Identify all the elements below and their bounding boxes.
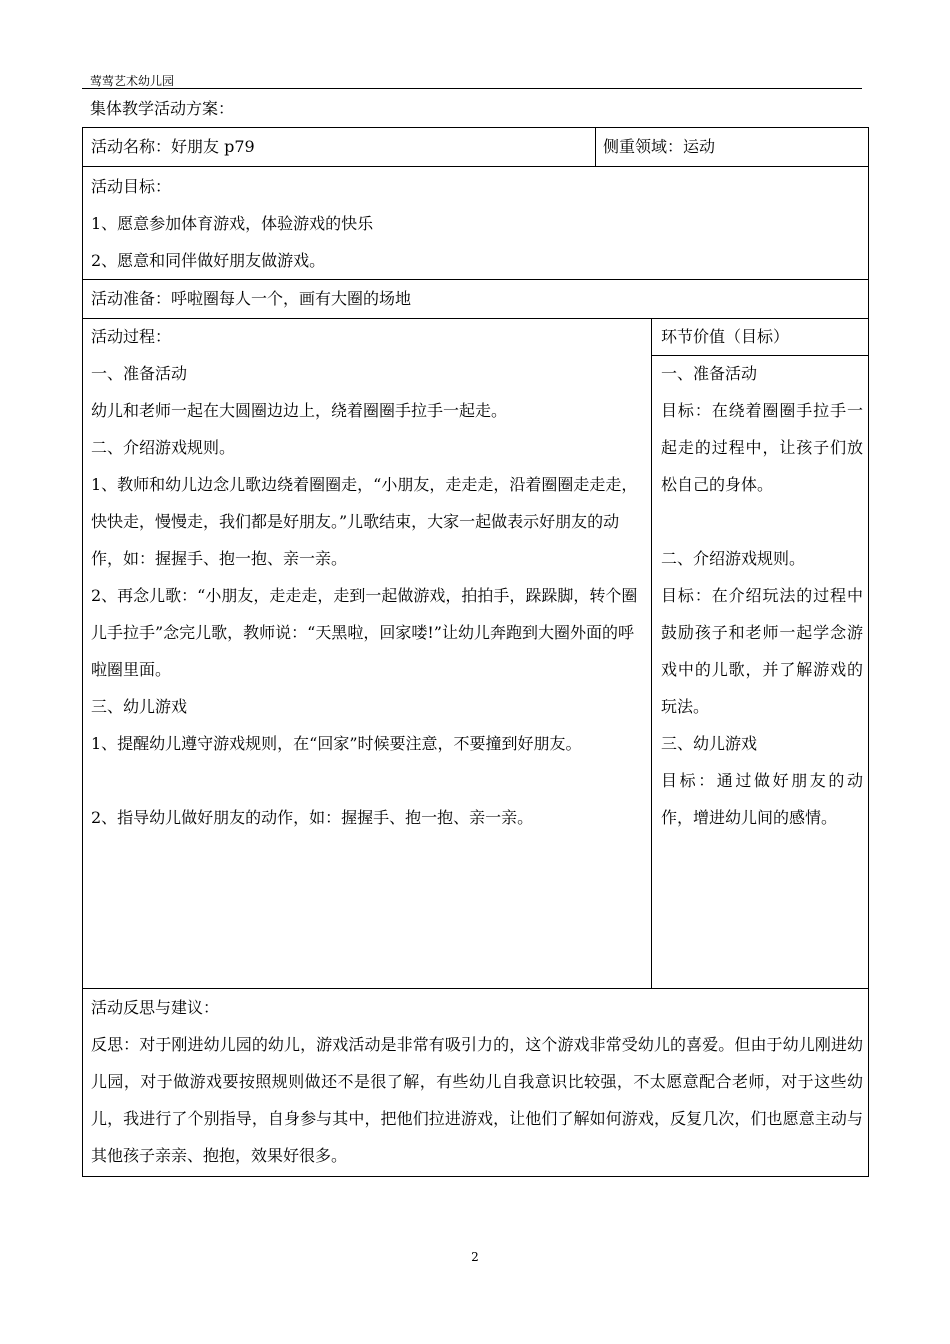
process-step: 2、再念儿歌：“小朋友，走走走，走到一起做游戏，拍拍手，跺跺脚，转个圈儿手拉手”念完儿歌，教师说：“天黑啦，回家喽!”让幼儿奔跑到大圈外面的呼啦圈里面。 [91, 586, 638, 679]
activity-domain: 侧重领域：运动 [603, 137, 716, 156]
process-step: 二、介绍游戏规则。 [91, 438, 236, 457]
value-goal: 目标：在介绍玩法的过程中鼓励孩子和老师一起学念游戏中的儿歌，并了解游戏的玩法。 [661, 586, 863, 716]
goal-item: 1、愿意参加体育游戏，体验游戏的快乐 [91, 214, 374, 233]
value-goal: 目标：在绕着圈圈手拉手一起走的过程中，让孩子们放松自己的身体。 [661, 401, 863, 494]
kindergarten-name: 莺莺艺术幼儿园 [90, 74, 175, 88]
page-number: 2 [471, 1250, 479, 1264]
value-section: 一、准备活动 [661, 364, 758, 383]
value-goal: 目标：通过做好朋友的动作，增进幼儿间的感情。 [661, 771, 863, 827]
preparation: 活动准备：呼啦圈每人一个，画有大圈的场地 [91, 289, 412, 308]
activity-plan-table [82, 127, 869, 1177]
header-divider [82, 88, 862, 89]
reflection-heading: 活动反思与建议： [91, 998, 220, 1017]
value-heading: 环节价值（目标） [661, 327, 790, 346]
activity-name: 活动名称：好朋友 p79 [91, 137, 255, 156]
value-section: 二、介绍游戏规则。 [661, 549, 806, 568]
goals-heading: 活动目标： [91, 177, 172, 196]
process-step: 幼儿和老师一起在大圆圈边边上，绕着圈圈手拉手一起走。 [91, 401, 508, 420]
process-heading: 活动过程： [91, 327, 172, 346]
column-divider [651, 318, 652, 988]
process-step: 一、准备活动 [91, 364, 188, 383]
process-step: 三、幼儿游戏 [91, 697, 188, 716]
column-divider [595, 128, 596, 166]
reflection-text: 反思：对于刚进幼儿园的幼儿，游戏活动是非常有吸引力的，这个游戏非常受幼儿的喜爱。但由于幼儿刚进幼儿园，对于做游戏要按照规则做还不是很了解，有些幼儿自我意识比较强，不太愿意配合老师，对于这些幼儿，我进行了个别指导，自身参与其中，把他们拉进游戏，让他们了解如何游戏，反复几次，们也愿意主动与其他孩子亲亲、抱抱，效果好很多。 [91, 1035, 863, 1165]
goal-item: 2、愿意和同伴做好朋友做游戏。 [91, 251, 326, 270]
plan-title: 集体教学活动方案： [90, 99, 235, 118]
row-divider [83, 166, 868, 167]
value-section: 三、幼儿游戏 [661, 734, 758, 753]
process-step: 2、指导幼儿做好朋友的动作，如：握握手、抱一抱、亲一亲。 [91, 808, 534, 827]
process-step: 1、提醒幼儿遵守游戏规则，在“回家”时候要注意，不要撞到好朋友。 [91, 734, 582, 753]
process-step: 1、教师和幼儿边念儿歌边绕着圈圈走，“小朋友，走走走，沿着圈圈走走走，快快走，慢慢走，我们都是好朋友。”儿歌结束，大家一起做表示好朋友的动作，如：握握手、抱一抱、亲一亲。 [91, 475, 638, 568]
